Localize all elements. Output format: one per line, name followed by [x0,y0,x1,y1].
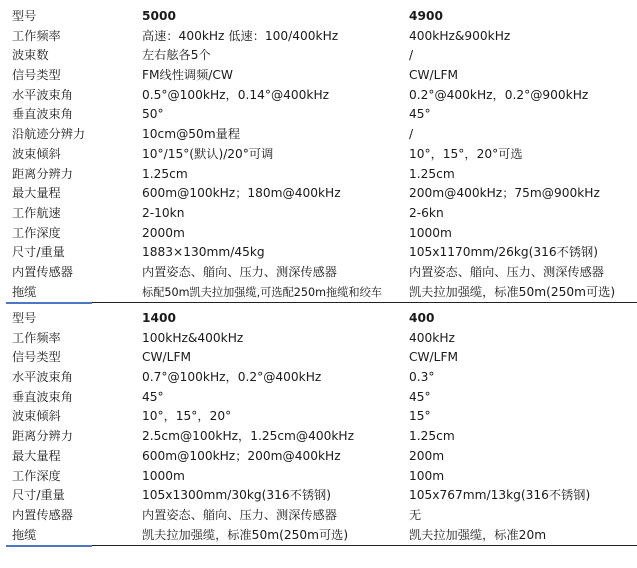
spec-value: 1.25cm [142,166,188,181]
spec-value: 1000m [409,225,452,240]
spec-value: 600m@100kHz；200m@400kHz [142,448,341,463]
spec-value: 凯夫拉加强缆，标准20m [409,527,547,542]
blue-underline [6,545,92,547]
table-row [0,407,637,427]
table-row [0,388,637,408]
row-label: 最大量程 [12,186,61,201]
row-label: 波束倾斜 [12,409,61,424]
spec-value: 45° [409,389,431,404]
row-label: 水平波束角 [12,370,73,385]
row-label: 拖缆 [12,284,37,299]
row-label: 尺寸/重量 [12,488,65,503]
row-label: 内置传感器 [12,507,73,522]
spec-value: 高速：400kHz 低速：100/400kHz [142,28,339,43]
spec-value: 10°，15°，20°可选 [409,146,523,161]
table-header-row [0,7,637,27]
row-label: 工作频率 [12,330,61,345]
row-label: 信号类型 [12,350,61,365]
row-label: 波束数 [12,48,49,63]
spec-value: 1000m [142,468,185,483]
table-row [0,204,637,224]
row-label: 水平波束角 [12,87,73,102]
spec-value: 10cm@50m量程 [142,127,241,142]
row-label: 信号类型 [12,68,61,83]
spec-value: FM线性调频/CW [142,68,233,83]
spec-value: CW/LFM [142,350,191,365]
spec-value: 400 [409,311,435,325]
row-label: 内置传感器 [12,264,73,279]
spec-table-1400-400 [0,309,637,545]
table-row [0,427,637,447]
spec-value: 内置姿态、艏向、压力、测深传感器 [142,507,337,522]
row-label: 垂直波束角 [12,107,73,122]
row-label: 尺寸/重量 [12,245,65,260]
spec-value: CW/LFM [409,350,458,365]
spec-value: 左右舷各5个 [142,48,211,63]
table-row [0,125,637,145]
spec-value: 105x1300mm/30kg(316不锈钢) [142,488,331,503]
row-label: 距离分辨力 [12,429,73,444]
table-row [0,145,637,165]
spec-value: 2-6kn [409,205,444,220]
row-label: 距离分辨力 [12,166,73,181]
spec-value: 标配50m凯夫拉加强缆,可选配250m拖缆和绞车 [142,285,382,299]
spec-value: 105x1170mm/26kg(316不锈钢) [409,245,598,260]
row-label: 型号 [12,9,37,23]
table-row [0,526,637,546]
row-label: 工作频率 [12,28,61,43]
row-label: 沿航迹分辨力 [12,127,86,142]
table-row [0,283,637,303]
table-header-row [0,309,637,329]
spec-value: 0.3° [409,370,435,385]
spec-value: 105x767mm/13kg(316不锈钢) [409,488,591,503]
row-label: 波束倾斜 [12,146,61,161]
table-row [0,66,637,86]
spec-value: 100kHz&400kHz [142,330,244,345]
blue-underline [6,302,92,304]
table-row [0,506,637,526]
table-row [0,165,637,185]
table-row [0,329,637,349]
table-row [0,243,637,263]
table-row [0,224,637,244]
spec-value: 10°，15°，20° [142,409,232,424]
spec-value: CW/LFM [409,68,458,83]
spec-value: 凯夫拉加强缆，标准50m(250m可选) [409,284,616,299]
table-divider [92,302,637,303]
spec-value: 1400 [142,311,176,325]
table-row [0,467,637,487]
spec-value: 400kHz&900kHz [409,28,511,43]
row-label: 拖缆 [12,527,37,542]
spec-value: 10°/15°(默认)/20°可调 [142,146,274,161]
spec-value: 0.7°@100kHz，0.2°@400kHz [142,370,322,385]
table-row [0,27,637,47]
spec-table-5000-4900 [0,7,637,302]
spec-value: 1.25cm [409,166,455,181]
table-row [0,486,637,506]
spec-value: 内置姿态、艏向、压力、测深传感器 [409,264,604,279]
spec-value: 200m [409,448,445,463]
spec-value: 4900 [409,9,443,23]
row-label: 型号 [12,311,37,325]
table-row [0,368,637,388]
spec-value: 无 [409,507,422,522]
spec-value: 1883×130mm/45kg [142,245,265,260]
spec-value: 50° [142,107,164,122]
spec-value: 400kHz [409,330,455,345]
spec-value: 2-10kn [142,205,185,220]
row-label: 最大量程 [12,448,61,463]
spec-value: 100m [409,468,445,483]
spec-value: 45° [409,107,431,122]
spec-value: 0.5°@100kHz，0.14°@400kHz [142,87,330,102]
spec-value: 15° [409,409,431,424]
spec-value: / [409,127,414,142]
spec-value: 凯夫拉加强缆，标准50m(250m可选) [142,527,349,542]
spec-value: 600m@100kHz；180m@400kHz [142,186,341,201]
spec-value: 1.25cm [409,429,455,444]
spec-value: 2.5cm@100kHz，1.25cm@400kHz [142,429,354,444]
table-row [0,184,637,204]
row-label: 垂直波束角 [12,389,73,404]
row-label: 工作深度 [12,468,61,483]
row-label: 工作深度 [12,225,61,240]
table-row [0,86,637,106]
spec-value: 5000 [142,9,176,23]
table-row [0,105,637,125]
spec-value: 0.2°@400kHz，0.2°@900kHz [409,87,589,102]
table-row [0,447,637,467]
spec-value: 45° [142,389,164,404]
spec-value: 200m@400kHz；75m@900kHz [409,186,600,201]
table-row [0,46,637,66]
spec-value: 2000m [142,225,185,240]
table-row [0,348,637,368]
table-bottom-rule [92,545,637,546]
spec-value: 内置姿态、艏向、压力、测深传感器 [142,264,337,279]
table-row [0,263,637,283]
row-label: 工作航速 [12,205,61,220]
spec-value: / [409,48,414,63]
